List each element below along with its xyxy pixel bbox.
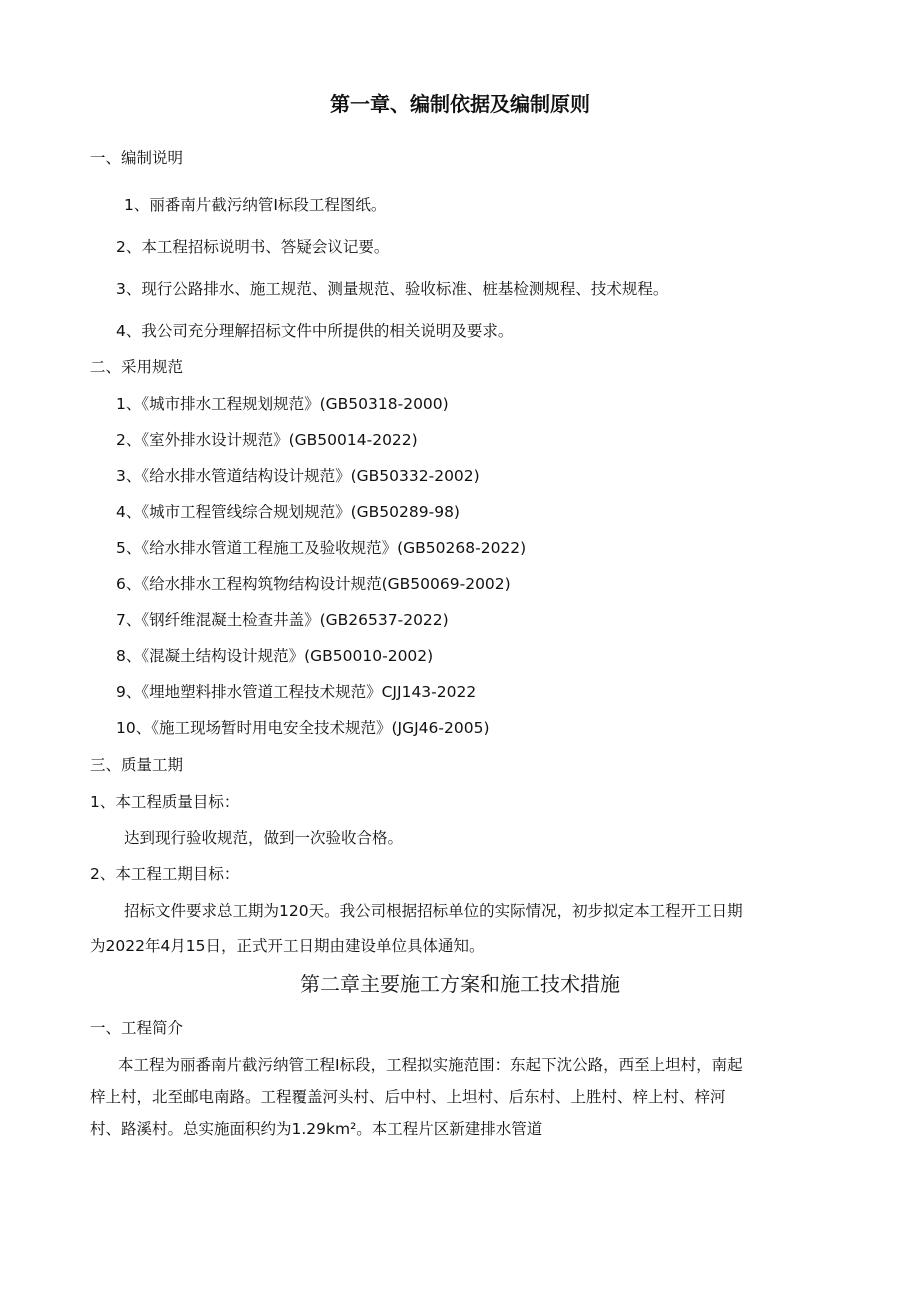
intro-paragraph-line: 本工程为丽番南片截污纳管工程Ⅰ标段，工程拟实施范围：东起下沈公路，西至上坦村，南起	[118, 1056, 743, 1074]
list-item: 1、丽番南片截污纳管Ⅰ标段工程图纸。	[124, 196, 387, 214]
list-item: 2、本工程招标说明书、答疑会议记要。	[116, 238, 390, 256]
standard-item: 5、《给水排水管道工程施工及验收规范》(GB50268-2022)	[116, 539, 527, 557]
standard-item: 4、《城市工程管线综合规划规范》(GB50289-98)	[116, 503, 460, 521]
section-heading-project-intro: 一、工程简介	[90, 1019, 184, 1037]
chapter1-title: 第一章、编制依据及编制原则	[330, 92, 590, 116]
section-heading-standards: 二、采用规范	[90, 358, 184, 376]
standard-item: 8、《混凝土结构设计规范》(GB50010-2002)	[116, 647, 434, 665]
section-heading-compilation-notes: 一、编制说明	[90, 149, 184, 167]
period-goal-text-cont: 为2022年4月15日，正式开工日期由建设单位具体通知。	[90, 937, 485, 955]
standard-item: 7、《钢纤维混凝土检查井盖》(GB26537-2022)	[116, 611, 449, 629]
quality-goal-text: 达到现行验收规范，做到一次验收合格。	[124, 829, 404, 847]
period-goal-label: 2、本工程工期目标：	[90, 865, 240, 883]
standard-item: 10、《施工现场暂时用电安全技术规范》(JGJ46-2005)	[116, 719, 490, 737]
standard-item: 1、《城市排水工程规划规范》(GB50318-2000)	[116, 395, 449, 413]
intro-paragraph-line: 村、路溪村。总实施面积约为1.29km²。本工程片区新建排水管道	[90, 1120, 543, 1138]
period-goal-text: 招标文件要求总工期为120天。我公司根据招标单位的实际情况，初步拟定本工程开工日期	[124, 902, 743, 920]
list-item: 4、我公司充分理解招标文件中所提供的相关说明及要求。	[116, 322, 514, 340]
standard-item: 6、《给水排水工程构筑物结构设计规范(GB50069-2002)	[116, 575, 511, 593]
chapter2-title: 第二章主要施工方案和施工技术措施	[300, 972, 620, 996]
list-item: 3、现行公路排水、施工规范、测量规范、验收标准、桩基检测规程、技术规程。	[116, 280, 669, 298]
standard-item: 3、《给水排水管道结构设计规范》(GB50332-2002)	[116, 467, 480, 485]
section-heading-quality-period: 三、质量工期	[90, 756, 184, 774]
standard-item: 9、《埋地塑料排水管道工程技术规范》CJJ143-2022	[116, 683, 477, 701]
standard-item: 2、《室外排水设计规范》(GB50014-2022)	[116, 431, 418, 449]
quality-goal-label: 1、本工程质量目标：	[90, 793, 240, 811]
intro-paragraph-line: 梓上村，北至邮电南路。工程覆盖河头村、后中村、上坦村、后东村、上胜村、梓上村、梓河	[90, 1088, 726, 1106]
